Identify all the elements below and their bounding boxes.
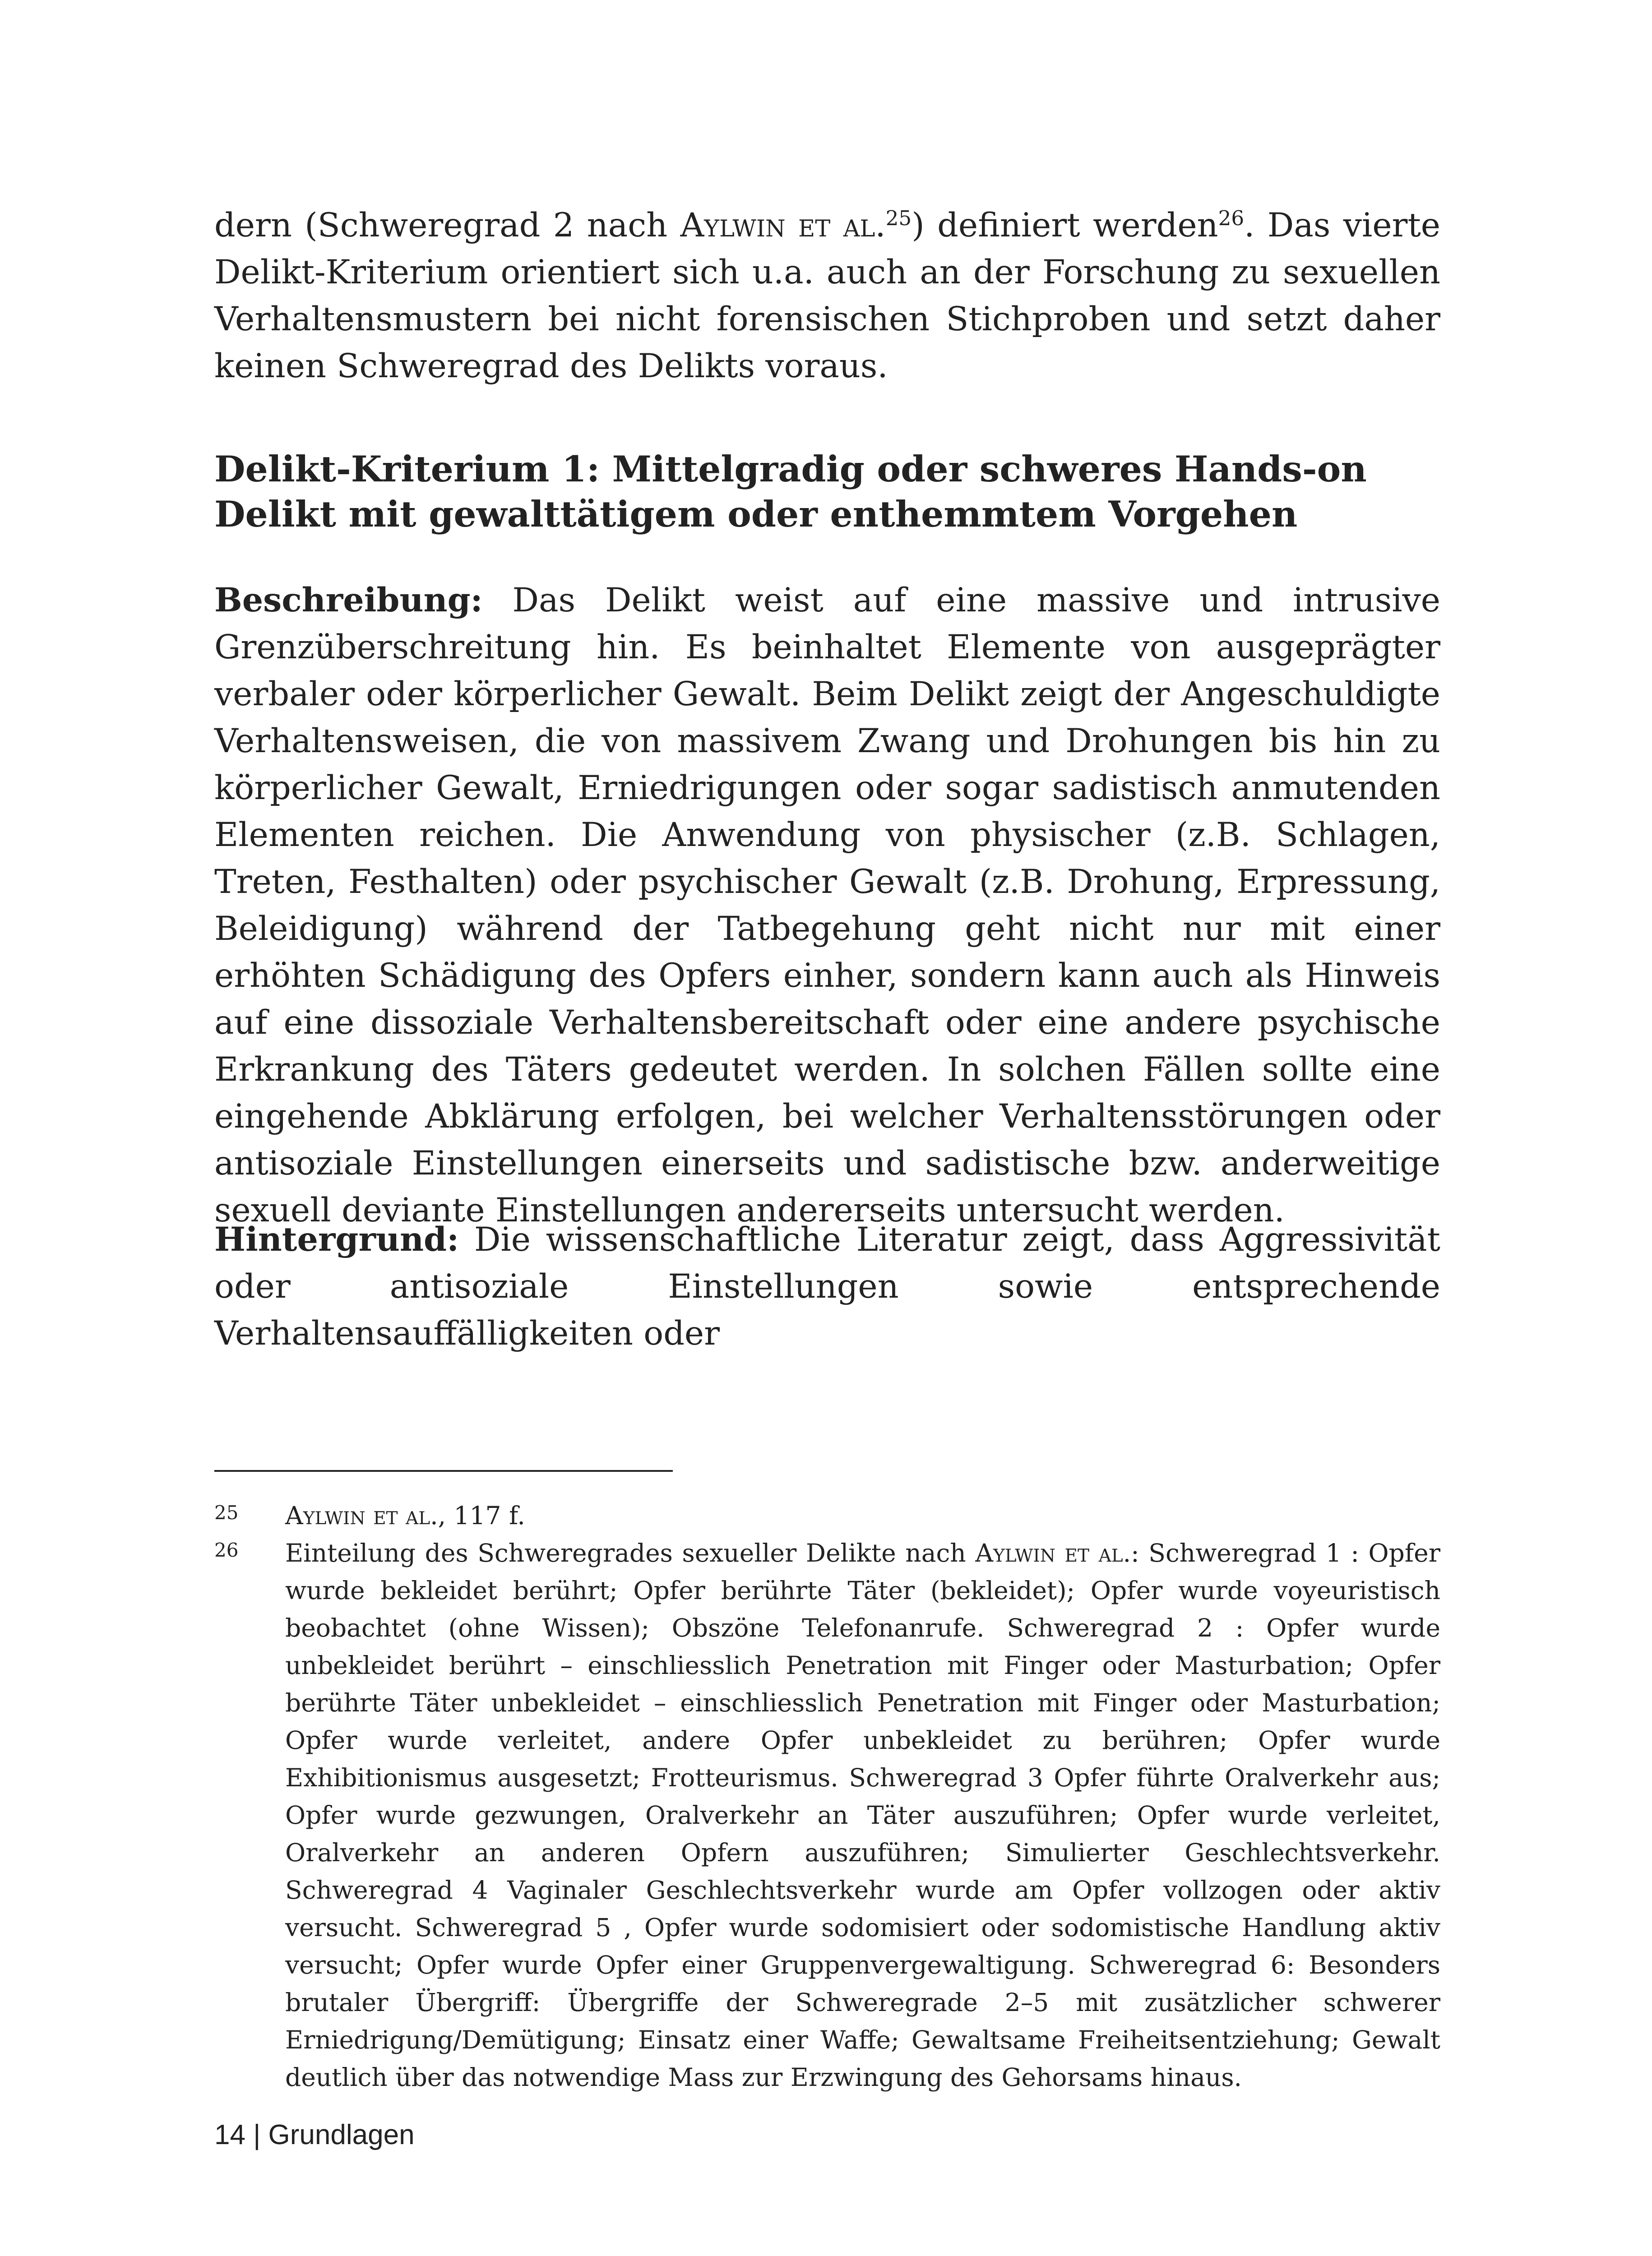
footnote-body: : Schweregrad 1 : Opfer wurde bekleidet berührt; Opfer berührte Täter (bekleidet); Opfer wurde voyeuristisch beobachtet (ohne Wissen); Obszöne Telefonanrufe. Schweregrad 2 : Opfer wurde unbekleidet berührt – einschliesslich Penetration mit Finger oder Masturbation; Opfer berührte Täter unbekleidet – einschliesslich Penetration mit Finger oder Masturbation; Opfer wurde verleitet, andere Opfer unbekleidet zu berühren; Opfer wurde Exhibitionismus ausgesetzt; Frotteurismus. Schweregrad 3 Opfer führte Oralverkehr aus; Opfer wurde gezwungen, Oralverkehr an Täter auszuführen; Opfer wurde verleitet, Oralverkehr an anderen Opfern auszuführen; Simulierter Geschlechtsverkehr. Schweregrad 4 Vaginaler Geschlechtsverkehr wurde am Opfer vollzogen oder aktiv versucht. Schweregrad 5 , Opfer wurde sodomisiert oder sodomistische Handlung aktiv versucht; Opfer wurde Opfer einer Gruppenvergewaltigung. Schweregrad 6: Besonders brutaler Übergriff: Übergriffe der Schweregrade 2–5 mit zusätzlicher schwerer Erniedrigung/Demütigung; Einsatz einer Waffe; Gewaltsame Freiheitsentziehung; Gewalt deutlich über das notwendige Mass zur Erzwingung des Gehorsams hinaus. xyxy=(285,1539,1440,2092)
footnote-author: Aylwin et al. xyxy=(975,1539,1131,1567)
footnote-text xyxy=(285,1497,1440,1535)
page-number: 14 xyxy=(214,2119,245,2150)
footnote-separator xyxy=(214,1470,673,1472)
intro-paragraph xyxy=(214,202,1440,390)
footnote-ref-25[interactable]: 25 xyxy=(885,206,912,231)
page-footer xyxy=(214,2117,415,2153)
background-paragraph xyxy=(214,1216,1440,1357)
section-heading: Delikt-Kriterium 1: Mittelgradig oder schweres Hands-on Delikt mit gewalttätigem oder enthemmtem Vorgehen xyxy=(214,448,1367,535)
footer-section-name: Grundlagen xyxy=(268,2119,415,2150)
background-text: Die wissenschaftliche Literatur zeigt, dass Aggressivität oder antisoziale Einstellungen sowie entsprechende Verhaltensauffälligkeiten oder xyxy=(214,1220,1440,1353)
footnote-25 xyxy=(214,1497,1440,1535)
description-label: Beschreibung: xyxy=(214,581,483,619)
intro-text-1: dern (Schweregrad 2 nach xyxy=(214,206,680,245)
description-paragraph xyxy=(214,577,1440,1234)
intro-text-2: ) definiert werden xyxy=(912,206,1218,245)
footnote-author: Aylwin et al. xyxy=(285,1501,438,1530)
footer-separator: | xyxy=(245,2119,268,2150)
footnote-body: , 117 f. xyxy=(438,1501,525,1530)
footnotes xyxy=(214,1497,1440,2096)
description-text: Das Delikt weist auf eine massive und intrusive Grenzüberschreitung hin. Es beinhaltet Elemente von ausgeprägter verbaler oder körperlicher Gewalt. Beim Delikt zeigt der Angeschuldigte Verhaltensweisen, die von massivem Zwang und Drohungen bis hin zu körperlicher Gewalt, Erniedrigungen oder sogar sadistisch anmutenden Elementen reichen. Die Anwendung von physischer (z.B. Schlagen, Treten, Festhalten) oder psychischer Gewalt (z.B. Drohung, Erpressung, Beleidigung) während der Tatbegehung geht nicht nur mit einer erhöhten Schädigung des Opfers einher, sondern kann auch als Hinweis auf eine dissoziale Verhaltensbereitschaft oder eine andere psychische Erkrankung des Täters gedeutet werden. In solchen Fällen sollte eine eingehende Abklärung erfolgen, bei welcher Verhaltensstörungen oder antisoziale Einstellungen einerseits und sadistische bzw. anderweitige sexuell deviante Einstellungen andererseits untersucht werden. xyxy=(214,581,1440,1230)
intro-text-3: . Das vierte Delikt-Kriterium orientiert sich u.a. auch an der Forschung zu sexuellen Verhaltensmustern bei nicht forensischen Stichproben und setzt daher keinen Schweregrad des Delikts voraus. xyxy=(214,206,1440,385)
footnote-ref-26[interactable]: 26 xyxy=(1218,206,1245,231)
footnote-number: 26 xyxy=(214,1539,239,1561)
footnote-number: 25 xyxy=(214,1502,239,1524)
footnote-26 xyxy=(214,1535,1440,2096)
footnote-lead: Einteilung des Schweregrades sexueller Delikte nach xyxy=(285,1539,976,1567)
background-label: Hintergrund: xyxy=(214,1220,459,1259)
intro-author: Aylwin et al. xyxy=(680,206,886,245)
footnote-text xyxy=(285,1535,1440,2096)
